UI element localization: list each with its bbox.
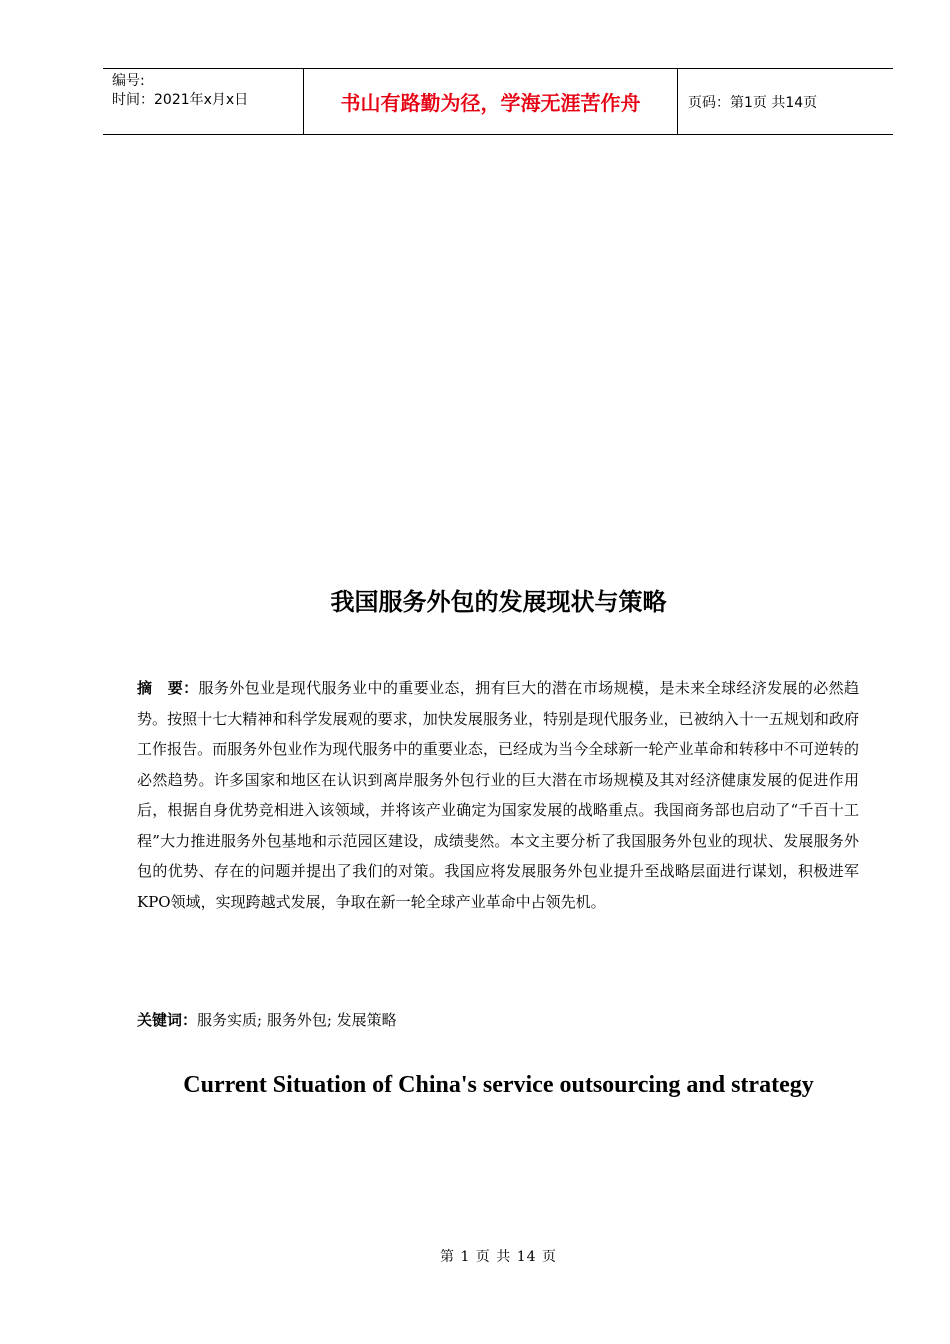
document-header [103, 68, 893, 135]
serial-number-label: 编号: [112, 73, 145, 89]
header-meta [103, 69, 304, 134]
abstract-text: 服务外包业是现代服务业中的重要业态，拥有巨大的潜在市场规模，是未来全球经济发展的必然趋势。按照十七大精神和科学发展观的要求，加快发展服务业，特别是现代服务业，已被纳入十一五规划和政府工作报告。而服务外包业作为现代服务中的重要业态，已经成为当今全球新一轮产业革命和转移中不可逆转的必然趋势。许多国家和地区在认识到离岸服务外包行业的巨大潜在市场规模及其对经济健康发展的促进作用后，根据自身优势竞相进入该领域，并将该产业确定为国家发展的战略重点。我国商务部也启动了“千百十工程”大力推进服务外包基地和示范园区建设，成绩斐然。本文主要分析了我国服务外包业的现状、发展服务外包的优势、存在的问题并提出了我们的对策。我国应将发展服务外包业提升至战略层面进行谋划，积极进军KPO领域，实现跨越式发展，争取在新一轮全球产业革命中占领先机。 [137, 679, 859, 911]
page-footer: 第 1 页 共 14 页 [440, 1249, 557, 1265]
abstract-label: 摘 要： [137, 679, 199, 697]
abstract-paragraph [137, 673, 859, 917]
keywords-label: 关键词： [137, 1011, 198, 1029]
header-page-code: 页码：第1页 共14页 [688, 94, 818, 111]
date-label: 时间：2021年x月x日 [112, 92, 249, 108]
header-motto: 书山有路勤为径，学海无涯苦作舟 [304, 69, 678, 134]
keywords-line [137, 1005, 859, 1035]
document-title: 我国服务外包的发展现状与策略 [330, 588, 667, 616]
english-title: Current Situation of China's service outsourcing and strategy [183, 1072, 814, 1098]
keywords-text: 服务实质; 服务外包; 发展策略 [197, 1011, 397, 1029]
